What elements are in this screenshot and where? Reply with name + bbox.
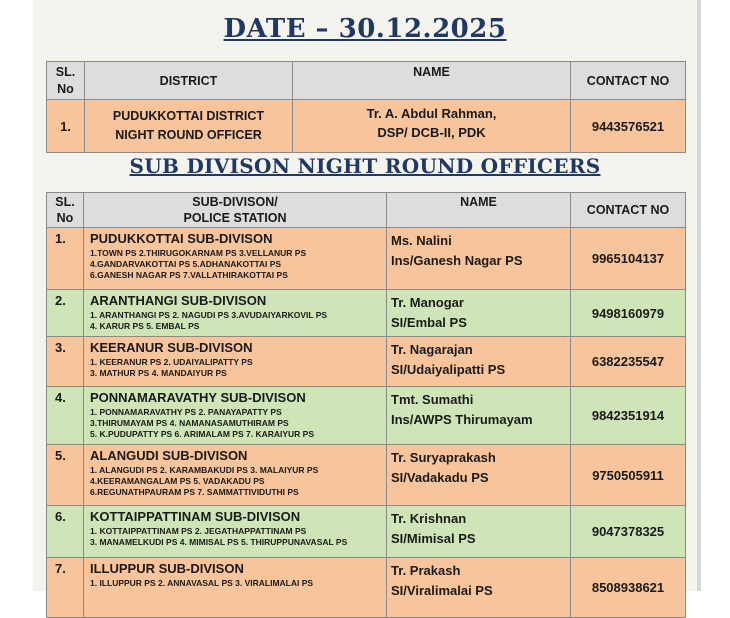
officer-name: Tr. A. Abdul Rahman, xyxy=(366,106,497,121)
subdivision-name: KOTTAIPPATTINAM SUB-DIVISON xyxy=(90,509,301,524)
subdivision-row xyxy=(47,506,686,558)
officer-name: Ms. Nalini xyxy=(391,233,452,248)
officer-cell xyxy=(387,290,571,337)
contact-header: CONTACT NO xyxy=(571,193,686,228)
subdivision-rows xyxy=(47,228,686,618)
subdivision-header-line2: POLICE STATION xyxy=(183,211,287,225)
officer-designation: SI/Vadakadu PS xyxy=(391,470,489,485)
officer-name: Tr. Nagarajan xyxy=(391,342,473,357)
officer-name: Tr. Suryaprakash xyxy=(391,450,496,465)
date-heading: DATE – 30.12.2025 xyxy=(223,14,507,44)
subdivision-cell xyxy=(84,558,387,618)
subdivision-cell xyxy=(84,290,387,337)
subdivision-header-line1: SUB-DIVISON/ xyxy=(192,195,278,209)
officer-name: Tr. Prakash xyxy=(391,563,461,578)
subdivision-name: ALANGUDI SUB-DIVISON xyxy=(90,448,248,463)
contact-number: 9443576521 xyxy=(571,100,686,153)
row-sl: 4. xyxy=(47,387,84,445)
officer-designation: SI/Viralimalai PS xyxy=(391,583,493,598)
officer-cell xyxy=(387,558,571,618)
subdivision-row xyxy=(47,387,686,445)
subdivision-cell xyxy=(84,337,387,387)
subdivision-name: KEERANUR SUB-DIVISON xyxy=(90,340,253,355)
police-station-line: 3. MANAMELKUDI PS 4. MIMISAL PS 5. THIRUPPUNAVASAL PS xyxy=(90,537,348,547)
district-line2: NIGHT ROUND OFFICER xyxy=(115,128,262,142)
officer-cell xyxy=(387,445,571,506)
subdivision-name: ARANTHANGI SUB-DIVISON xyxy=(90,293,267,308)
row-sl: 1. xyxy=(47,100,85,153)
district-line1: PUDUKKOTTAI DISTRICT xyxy=(112,109,265,123)
police-station-line: 4.GANDARVAKOTTAI PS 5.ADHANAKOTTAI PS xyxy=(90,259,282,269)
officer-cell xyxy=(387,337,571,387)
police-station-line: 1. ARANTHANGI PS 2. NAGUDI PS 3.AVUDAIYARKOVIL PS xyxy=(90,310,328,320)
row-sl: 5. xyxy=(47,445,84,506)
police-station-line: 4. KARUR PS 5. EMBAL PS xyxy=(90,321,200,331)
contact-number: 9965104137 xyxy=(571,228,686,290)
name-header: NAME xyxy=(293,62,571,100)
police-station-line: 6.REGUNATHPAURAM PS 7. SAMMATTIVIDUTHI PS xyxy=(90,487,299,497)
police-station-line: 1. KEERANUR PS 2. UDAIYALIPATTY PS xyxy=(90,357,253,367)
police-station-line: 3. MATHUR PS 4. MANDAIYUR PS xyxy=(90,368,227,378)
sl-no-header xyxy=(47,193,84,228)
district-officer-row xyxy=(47,100,686,153)
sl-no-header xyxy=(47,62,85,100)
officer-designation: SI/Mimisal PS xyxy=(391,531,476,546)
police-station-line: 5. K.PUDUPATTY PS 6. ARIMALAM PS 7. KARAIYUR PS xyxy=(90,429,315,439)
officer-designation: Ins/AWPS Thirumayam xyxy=(391,412,533,427)
subdivision-officer-table xyxy=(46,192,686,618)
subdivision-name: PONNAMARAVATHY SUB-DIVISON xyxy=(90,390,306,405)
row-sl: 1. xyxy=(47,228,84,290)
name-header: NAME xyxy=(387,193,571,228)
officer-cell xyxy=(387,228,571,290)
row-sl: 2. xyxy=(47,290,84,337)
contact-number: 9750505911 xyxy=(571,445,686,506)
officer-cell xyxy=(293,100,571,153)
contact-number: 6382235547 xyxy=(571,337,686,387)
officer-name: Tmt. Sumathi xyxy=(391,392,474,407)
officer-designation: SI/Embal PS xyxy=(391,315,467,330)
row-sl: 6. xyxy=(47,506,84,558)
contact-number: 9047378325 xyxy=(571,506,686,558)
subdivision-table-header xyxy=(47,193,686,228)
district-table-header xyxy=(47,62,686,100)
police-station-line: 4.KEERAMANGALAM PS 5. VADAKADU PS xyxy=(90,476,265,486)
subdivision-cell xyxy=(84,506,387,558)
police-station-line: 1. ALANGUDI PS 2. KARAMBAKUDI PS 3. MALAIYUR PS xyxy=(90,465,319,475)
officer-cell xyxy=(387,506,571,558)
subdivision-row xyxy=(47,228,686,290)
police-station-line: 1. ILLUPPUR PS 2. ANNAVASAL PS 3. VIRALIMALAI PS xyxy=(90,578,314,588)
contact-number: 9842351914 xyxy=(571,387,686,445)
officer-cell xyxy=(387,387,571,445)
row-sl: 7. xyxy=(47,558,84,618)
officer-name: Tr. Krishnan xyxy=(391,511,467,526)
sl-header-line1: SL. xyxy=(55,195,75,209)
sl-header-line2: No xyxy=(57,81,74,96)
subdivision-name: ILLUPPUR SUB-DIVISON xyxy=(90,561,244,576)
subdivision-heading: SUB DIVISON NIGHT ROUND OFFICERS xyxy=(129,154,601,178)
subdivision-row xyxy=(47,290,686,337)
subdivision-cell xyxy=(84,228,387,290)
officer-designation: Ins/Ganesh Nagar PS xyxy=(391,253,523,268)
subdivision-name: PUDUKKOTTAI SUB-DIVISON xyxy=(90,231,273,246)
contact-number: 8508938621 xyxy=(571,558,686,618)
police-station-line: 3.THIRUMAYAM PS 4. NAMANASAMUTHIRAM PS xyxy=(90,418,289,428)
officer-designation: DSP/ DCB-II, PDK xyxy=(377,125,486,140)
subdivision-cell xyxy=(84,445,387,506)
subdivision-row xyxy=(47,337,686,387)
page-edge xyxy=(697,0,701,591)
subdivision-row xyxy=(47,445,686,506)
police-station-line: 1. KOTTAIPPATTINAM PS 2. JEGATHAPPATTINAM PS xyxy=(90,526,307,536)
police-station-line: 1. PONNAMARAVATHY PS 2. PANAYAPATTY PS xyxy=(90,407,282,417)
police-station-line: 6.GANESH NAGAR PS 7.VALLATHIRAKOTTAI PS xyxy=(90,270,288,280)
sl-header-line2: No xyxy=(56,211,74,225)
subdivision-cell xyxy=(84,387,387,445)
officer-name: Tr. Manogar xyxy=(391,295,464,310)
district-header: DISTRICT xyxy=(85,62,293,100)
police-station-line: 1.TOWN PS 2.THIRUGOKARNAM PS 3.VELLANUR PS xyxy=(90,248,307,258)
subdivision-header xyxy=(84,193,387,228)
sl-header-line1: SL. xyxy=(55,64,76,79)
officer-designation: SI/Udaiyalipatti PS xyxy=(391,362,506,377)
district-officer-table xyxy=(46,61,686,153)
subdivision-row xyxy=(47,558,686,618)
row-sl: 3. xyxy=(47,337,84,387)
contact-header: CONTACT NO xyxy=(571,62,686,100)
district-cell xyxy=(85,100,293,153)
contact-number: 9498160979 xyxy=(571,290,686,337)
